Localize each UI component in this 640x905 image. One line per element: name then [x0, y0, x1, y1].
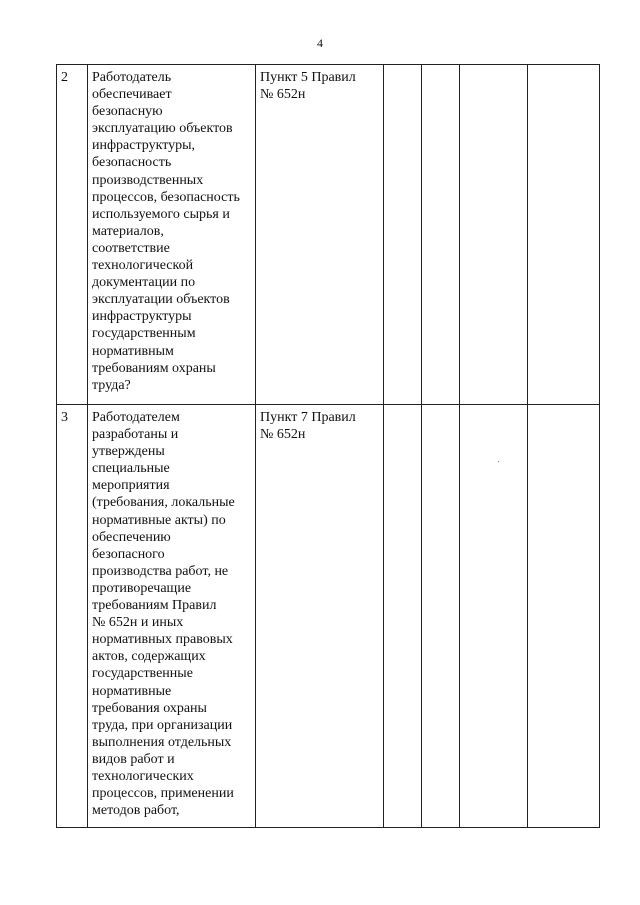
not-applicable-cell — [460, 405, 528, 828]
checklist-table — [56, 64, 600, 828]
reference-text: Пункт 7 Правил № 652н — [256, 405, 384, 828]
requirement-text: Работодателем разработаны и утверждены специальные мероприятия (требования, локальные нормативные акты) по обеспечению безопасного производства работ, не противоречащие требованиям Правил № 652н и иных нормативных правовых актов, содержащих государственные нормативные требования охраны труда, при организации выполнения отдельных видов работ и технологических процессов, применении методов работ, — [88, 405, 256, 828]
not-applicable-cell — [460, 65, 528, 405]
notes-cell — [528, 65, 600, 405]
row-number: 3 — [57, 405, 88, 828]
answer-yes-cell — [384, 405, 422, 828]
table-row — [57, 405, 600, 828]
page-number: 4 — [317, 36, 323, 50]
answer-no-cell — [422, 65, 460, 405]
requirement-text: Работодатель обеспечивает безопасную эксплуатацию объектов инфраструктуры, безопасность производственных процессов, безопасность используемого сырья и материалов, соответствие технологической документации по эксплуатации объектов инфраструктуры государственным нормативным требованиям охраны труда? — [88, 65, 256, 405]
table-row — [57, 65, 600, 405]
notes-cell — [528, 405, 600, 828]
answer-yes-cell — [384, 65, 422, 405]
scan-speck — [498, 461, 499, 462]
reference-text: Пункт 5 Правил № 652н — [256, 65, 384, 405]
row-number: 2 — [57, 65, 88, 405]
answer-no-cell — [422, 405, 460, 828]
